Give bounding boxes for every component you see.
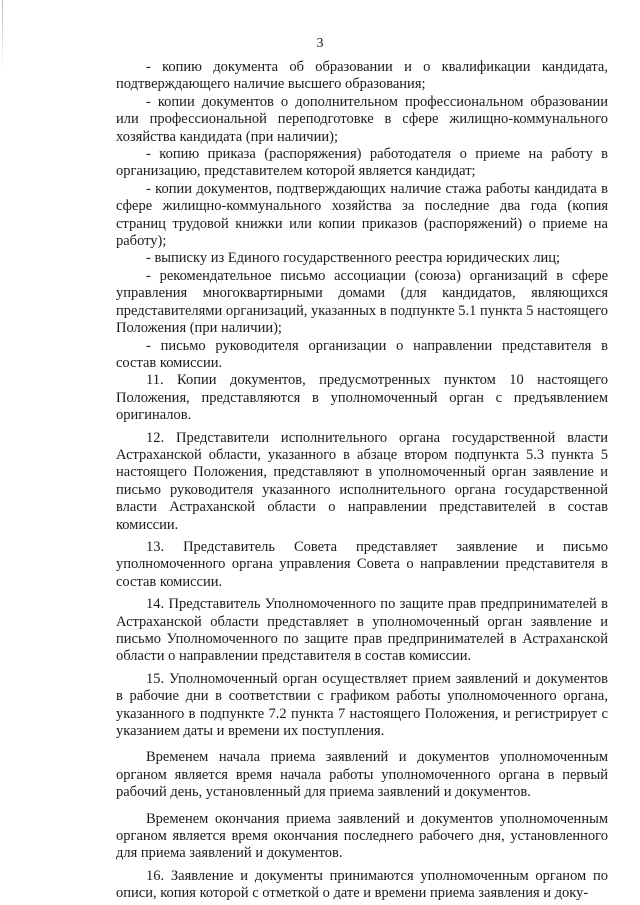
paragraph-13: 13. Представитель Совета представляет заявление и письмо уполномоченного органа управления Совета о направлении представителя в состав комиссии.	[116, 538, 608, 590]
paragraph-16: 16. Заявление и документы принимаются уполномоченным органом по описи, копия которой с отметкой о дате и времени приема заявления и доку-	[116, 867, 608, 902]
paragraph-11: 11. Копии документов, предусмотренных пунктом 10 настоящего Положения, представляются в уполномоченный орган с предъявлением оригиналов.	[116, 372, 608, 424]
list-item-registry-extract: - выписку из Единого государственного реестра юридических лиц;	[146, 250, 561, 267]
list-item-work-experience: - копии документов, подтверждающих наличие стажа работы кандидата в сфере жилищно-коммунального хозяйства за последние два года (копия страниц трудовой книжки или копии приказов (распоряжений) о приеме на работу);	[116, 180, 608, 250]
page-number: 3	[316, 36, 324, 51]
paragraph-14: 14. Представитель Уполномоченного по защите прав предпринимателей в Астраханской области представляет в уполномоченный орган заявление и письмо Уполномоченного по защите прав предпринимателей в Астраханской области о направлении представителя в состав комиссии.	[116, 596, 608, 665]
paragraph-15-end-time: Временем окончания приема заявлений и документов уполномоченным органом является время окончания последнего рабочего дня, установленного для приема заявлений и документов.	[116, 810, 608, 862]
list-item-director-letter: - письмо руководителя организации о направлении представителя в состав комиссии.	[116, 337, 608, 371]
scan-edge-mark	[2, 0, 3, 70]
paragraph-12: 12. Представители исполнительного органа государственной власти Астраханской области, указанного в абзаце втором подпункта 5.3 пункта 5 настоящего Положения, представляют в уполномоченный орган заявление и письмо руководителя указанного исполнительного органа государственной власти Астраханской области о направлении представителей в состав комиссии.	[116, 429, 608, 533]
list-item-employment-order: - копию приказа (распоряжения) работодателя о приеме на работу в организацию, представителем которой является кандидат;	[116, 146, 608, 180]
document-body	[116, 59, 608, 903]
paragraph-15: 15. Уполномоченный орган осуществляет прием заявлений и документов в рабочие дни в соответствии с графиком работы уполномоченного органа, указанного в подпункте 7.2 пункта 7 настоящего Положения, и регистрирует с указанием даты и времени их поступления.	[116, 670, 608, 740]
paragraph-15-start-time: Временем начала приема заявлений и документов уполномоченным органом является время начала работы уполномоченного органа в первый рабочий день, установленный для приема заявлений и документов.	[116, 749, 608, 801]
list-item-additional-education: - копии документов о дополнительном профессиональном образовании или профессиональной переподготовке в сфере жилищно-коммунального хозяйства кандидата (при наличии);	[116, 93, 608, 145]
list-item-recommendation-letter: - рекомендательное письмо ассоциации (союза) организаций в сфере управления многоквартирными домами (для кандидатов, являющихся представителями организаций, указанных в подпункте 5.1 пункта 5 настоящего Положения (при наличии);	[116, 267, 608, 337]
list-item-education: - копию документа об образовании и о квалификации кандидата, подтверждающего наличие высшего образования;	[116, 59, 608, 93]
